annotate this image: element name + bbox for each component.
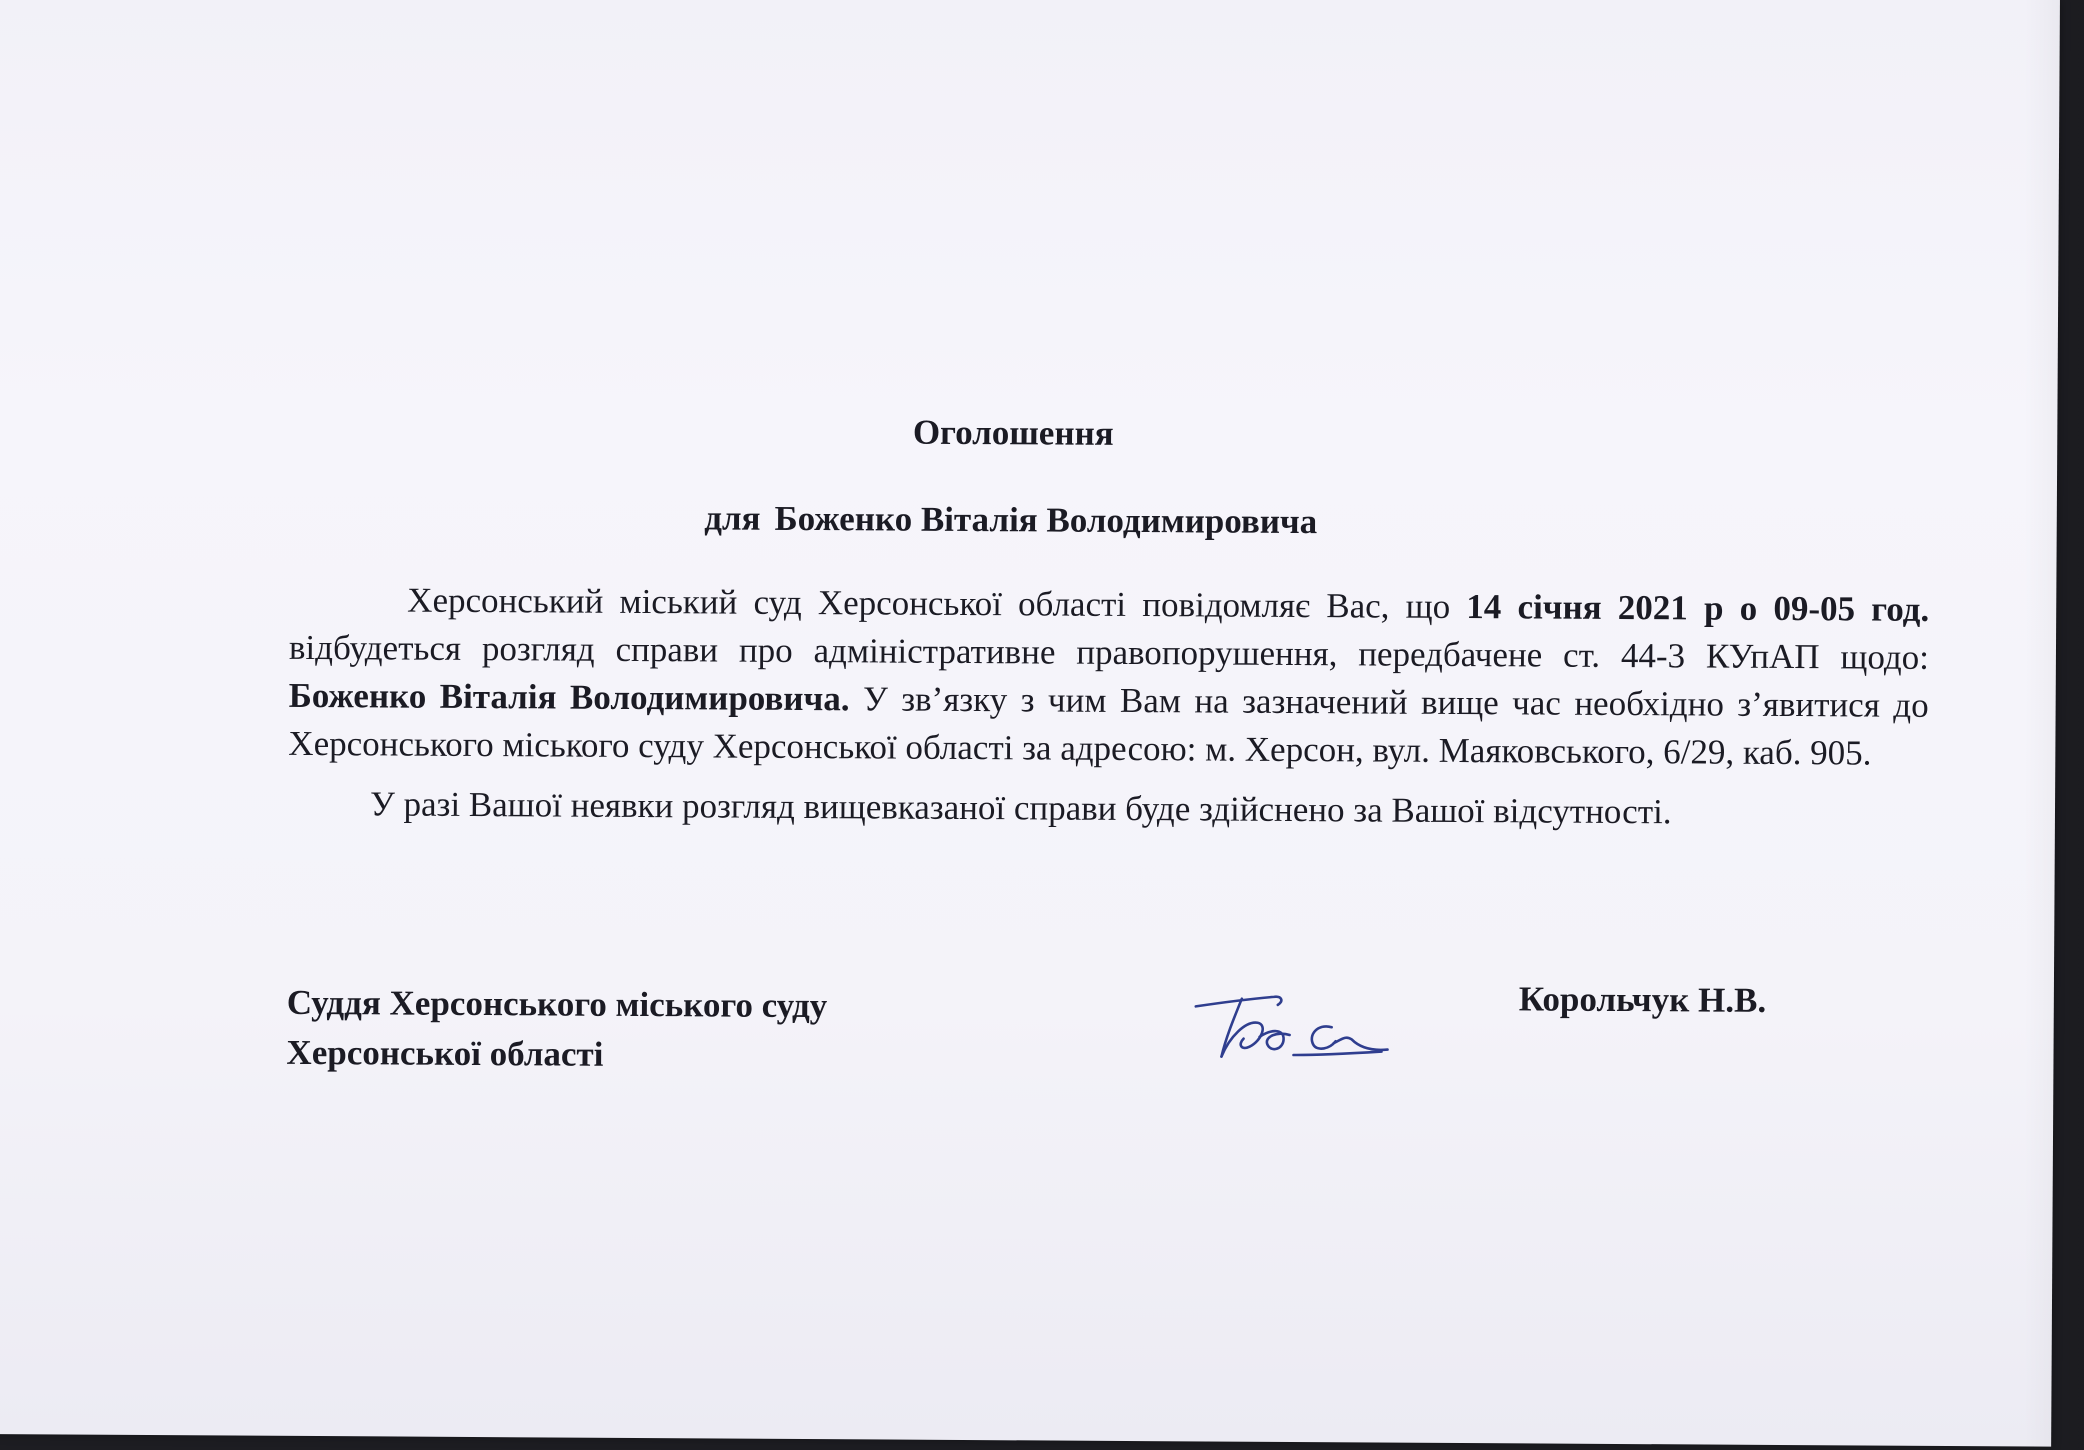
recipient-name: Боженко Віталія Володимировича	[774, 498, 1318, 542]
defendant-name: Боженко Віталія Володимировича.	[288, 675, 850, 719]
notice-paragraph-1	[288, 576, 1929, 778]
recipient-prefix: для	[704, 498, 761, 538]
judge-title	[286, 978, 827, 1081]
document-title: Оголошення	[912, 412, 1114, 453]
paragraph-1-case: відбудеться розгляд справи про адміністративне правопорушення, передбачене ст. 44-3 КУпАП щодо:	[288, 627, 1930, 677]
paragraph-1-intro: Херсонський міський суд Херсонської області повідомляє Вас, що	[407, 580, 1467, 627]
notice-body	[288, 576, 1930, 845]
judge-title-line-1: Суддя Херсонського міського суду	[286, 982, 828, 1026]
judge-title-line-2: Херсонської області	[286, 1032, 604, 1074]
judge-name: Корольчук Н.В.	[1518, 979, 1767, 1020]
hearing-date-time: 14 січня 2021 р о 09-05 год.	[1466, 587, 1930, 629]
handwritten-signature	[1181, 978, 1392, 1074]
paragraph-1-address: У зв’язку з чим Вам на зазначений вище час необхідно з’явитися до Херсонського міського суду Херсонської області за адресою: м. Херсон, вул. Маяковського, 6/29, каб. 905.	[288, 679, 1929, 773]
recipient-line	[0, 494, 2047, 547]
notice-paragraph-2: У разі Вашої неявки розгляд вищевказаної справи буде здійснено за Вашої відсутності.	[369, 784, 1672, 832]
